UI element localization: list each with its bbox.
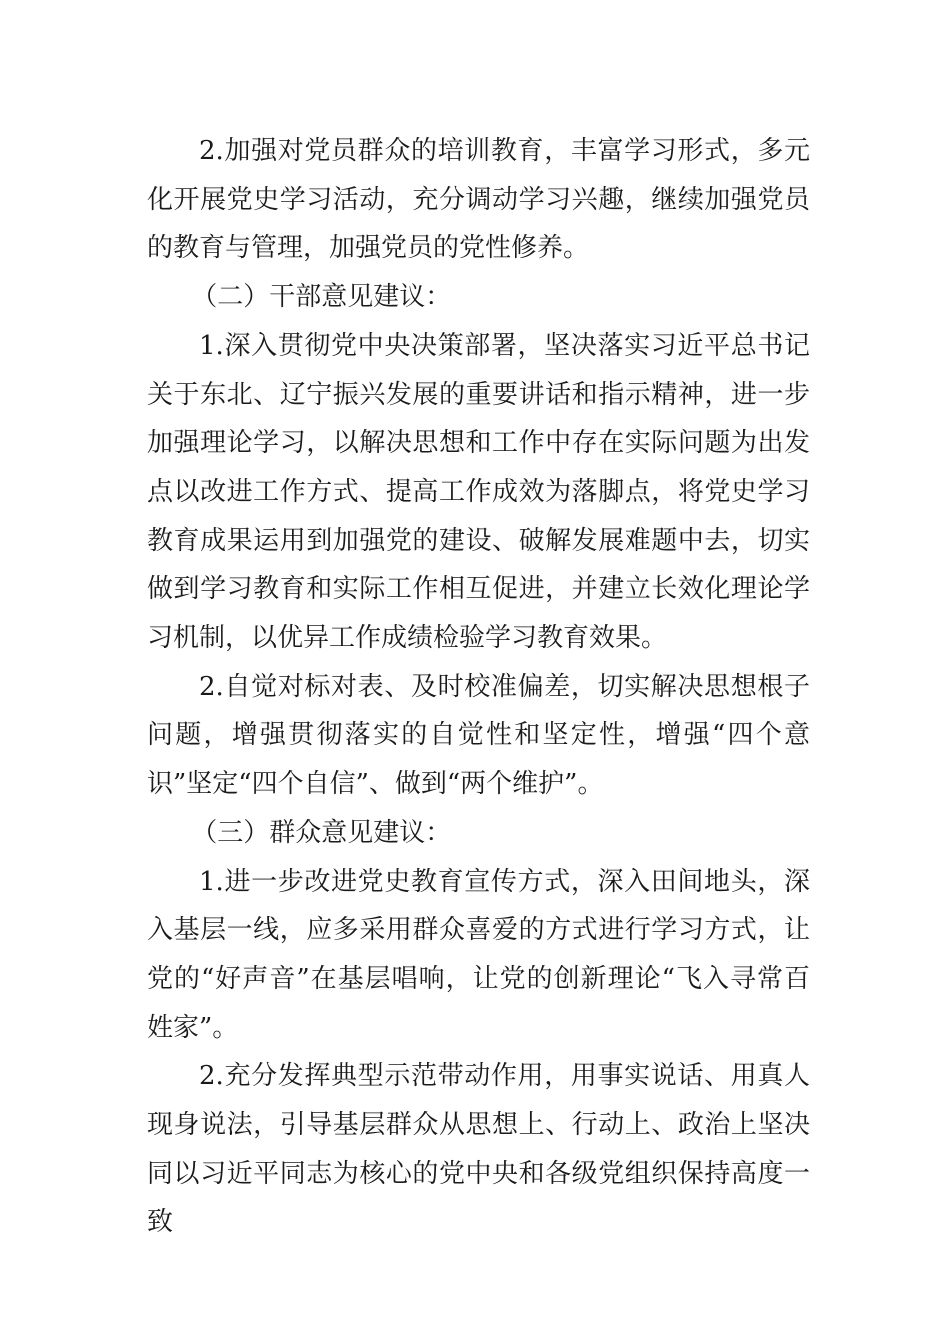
section-heading-cadre-suggestions: （二）干部意见建议：: [191, 282, 452, 313]
paragraph-self-alignment: 2.自觉对标对表、及时校准偏差，切实解决思想根子问题，增强贯彻落实的自觉性和坚定性，增强“四个意识”坚定“四个自信”、做到“两个维护”。: [147, 671, 810, 800]
paragraph-implement-decisions: 1.深入贯彻党中央决策部署，坚决落实习近平总书记关于东北、辽宁振兴发展的重要讲话和指示精神，进一步加强理论学习，以解决思想和工作中存在实际问题为出发点以改进工作方式、提高工作成效为落脚点，将党史学习教育成果运用到加强党的建设、破解发展难题中去，切实做到学习教育和实际工作相互促进，并建立长效化理论学习机制，以优异工作成绩检验学习教育效果。: [147, 330, 810, 654]
paragraph-role-models: 2.充分发挥典型示范带动作用，用事实说话、用真人现身说法，引导基层群众从思想上、行动上、政治上坚决同以习近平同志为核心的党中央和各级党组织保持高度一致: [147, 1061, 810, 1238]
paragraph-improve-publicity: 1.进一步改进党史教育宣传方式，深入田间地头，深入基层一线，应多采用群众喜爱的方式进行学习方式，让党的“好声音”在基层唱响，让党的创新理论“飞入寻常百姓家”。: [147, 866, 810, 1043]
section-heading-public-suggestions: （三）群众意见建议：: [191, 817, 452, 848]
document-body: [147, 127, 810, 1247]
paragraph-party-member-training: 2.加强对党员群众的培训教育，丰富学习形式，多元化开展党史学习活动，充分调动学习兴趣，继续加强党员的教育与管理，加强党员的党性修养。: [147, 136, 810, 264]
